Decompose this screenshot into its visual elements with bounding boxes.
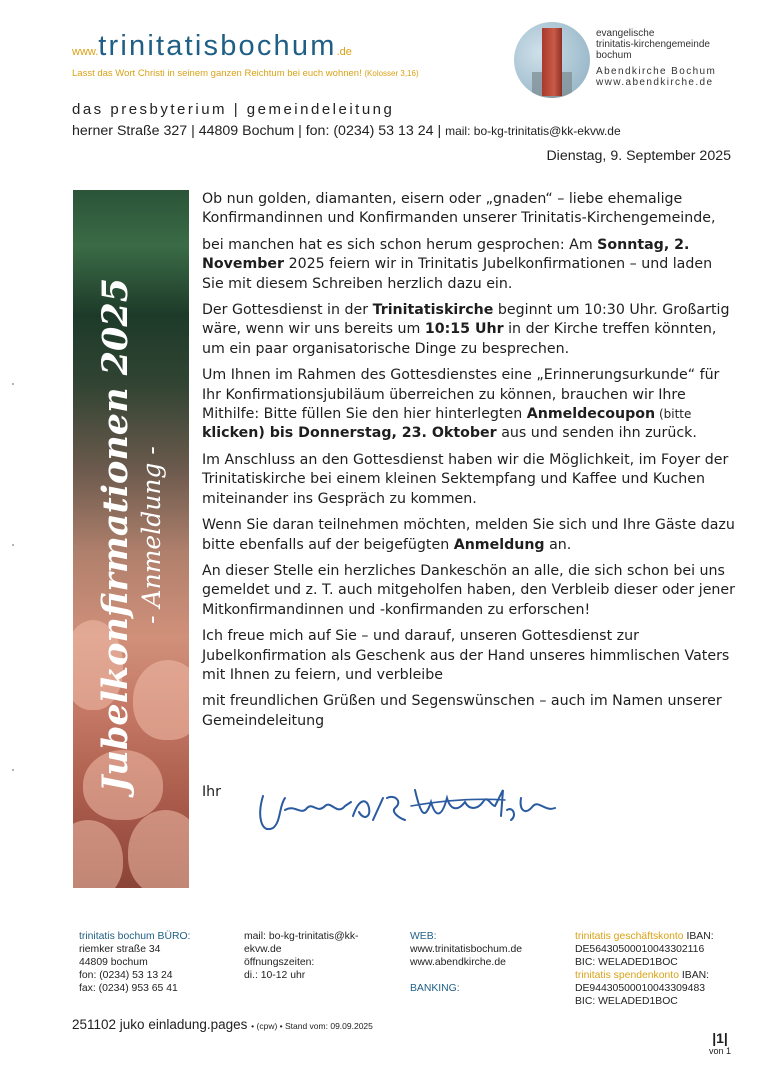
iban-label-2: IBAN: <box>678 970 710 981</box>
footer-hours: di.: 10-12 uhr <box>244 970 306 981</box>
banner-title <box>95 278 167 792</box>
banner-title-main: Jubelkonfirmationen 2025 <box>95 277 136 793</box>
motto <box>72 68 419 79</box>
page-of: von 1 <box>708 1046 732 1056</box>
footer-hours-label: öffnungszeiten: <box>244 957 315 968</box>
parish-line3: bochum <box>596 50 632 61</box>
account2-label <box>575 969 714 982</box>
footer-office-street: riemker straße 34 <box>79 944 161 955</box>
footer-office-phone: fon: (0234) 53 13 24 <box>79 970 173 981</box>
footer-mail[interactable]: mail: bo-kg-trinitatis@kk- <box>244 931 359 942</box>
abendkirche-name: Abendkirche Bochum <box>596 66 717 77</box>
margin-mark <box>12 383 14 385</box>
mail-address[interactable]: mail: bo-kg-trinitatis@kk-ekvw.de <box>445 124 621 138</box>
p4-text: Um Ihnen im Rahmen des Gottesdienstes eine „Erinnerungsurkunde“ für Ihr Konfirmationsjubiläum überreichen zu können, brauchen wir Ihre Mithilfe: Bitte füllen Sie den hier hinterlegten <box>202 367 720 423</box>
parish-line1: evangelische <box>596 28 655 39</box>
p4-bitte: (bitte <box>655 407 692 422</box>
closing-ihr: Ihr <box>202 784 222 800</box>
parish-block <box>596 28 716 88</box>
letter-body <box>202 190 737 738</box>
letter-date: Dienstag, 9. September 2025 <box>546 148 731 164</box>
footer-contact <box>244 930 358 982</box>
anmeldung-link[interactable]: Anmeldung <box>453 536 545 553</box>
signature <box>255 776 565 846</box>
account1-label <box>575 930 714 943</box>
footer-office-fax: fax: (0234) 953 65 41 <box>79 983 178 994</box>
page-number <box>700 1030 740 1056</box>
parish-line2: trinitatis-kirchengemeinde <box>596 39 710 50</box>
site-brand <box>72 30 352 63</box>
address-line <box>72 123 621 139</box>
margin-mark <box>12 769 14 771</box>
presbyterium-heading: das presbyterium | gemeindeleitung <box>72 101 395 118</box>
p4-deadline: klicken) bis Donnerstag, 23. Oktober <box>202 425 497 442</box>
paragraph-8: Ich freue mich auf Sie – und darauf, unseren Gottesdienst zur Jubelkonfirmation als Geschenk aus der Hand unseres himmlischen Vaters mit Ihnen zu feiern, und verbleibe <box>202 628 730 683</box>
p6-text-end: an. <box>544 536 572 553</box>
p2-text: bei manchen hat es sich schon herum gesprochen: Am <box>202 236 598 253</box>
iban-label-1: IBAN: <box>683 931 714 942</box>
p3-time: 10:15 Uhr <box>424 321 504 338</box>
footer-banking <box>575 930 714 1008</box>
account1-iban: DE56430500010043302116 <box>575 944 705 955</box>
anmeldecoupon-link[interactable]: Anmeldecoupon <box>526 406 656 423</box>
p2-date: Sonntag, 2. November <box>202 236 690 273</box>
motto-ref: (Kolosser 3,16) <box>364 69 419 78</box>
brand-tld: .de <box>336 46 352 58</box>
footer-banking-label: BANKING: <box>410 983 460 994</box>
petal <box>73 820 123 888</box>
p3-text-mid: beginnt um 10:30 Uhr. Großartig wäre, wenn wir uns bereits um <box>202 302 730 338</box>
p4-text-end: aus und senden ihn zurück. <box>496 425 697 442</box>
footer-web-url2[interactable]: www.abendkirche.de <box>410 957 506 968</box>
footer-office-city: 44809 bochum <box>79 957 148 968</box>
jubelkonfirmation-banner <box>73 190 189 888</box>
footer-web <box>410 930 522 995</box>
paragraph-9: mit freundlichen Grüßen und Segenswünschen – auch im Namen unserer Gemeindeleitung <box>202 693 722 729</box>
account2-name: trinitatis spendenkonto <box>575 970 679 981</box>
footer-web-url1[interactable]: www.trinitatisbochum.de <box>410 944 523 955</box>
p3-text: Der Gottesdienst in der <box>202 302 373 319</box>
postal-address: herner Straße 327 | 44809 Bochum | fon: (0234) 53 13 24 | <box>72 123 442 139</box>
p6-text: Wenn Sie daran teilnehmen möchten, melden Sie sich und Ihre Gäste dazu bitte ebenfalls auf der beigefügten <box>202 517 735 553</box>
paragraph-7: An dieser Stelle ein herzliches Dankeschön an alle, die sich schon bei uns gemeldet und z. T. auch mitgeholfen haben, den Verbleib dieser oder jener Mitkonfirmandinnen und -konfirmanden zu erforschen! <box>202 562 735 618</box>
page-num: |1| <box>712 1030 728 1046</box>
footer-office-label: trinitatis bochum BÜRO: <box>79 931 191 942</box>
account1-bic: BIC: WELADED1BOC <box>575 957 678 968</box>
footer-mail-cont[interactable]: ekvw.de <box>244 944 282 955</box>
margin-mark <box>12 544 14 546</box>
account2-iban: DE94430500010043309483 <box>575 983 706 994</box>
church-tower-logo <box>514 22 590 98</box>
motto-text: Lasst das Wort Christi in seinem ganzen Reichtum bei euch wohnen! <box>72 68 362 79</box>
brand-name: trinitatisbochum <box>98 30 337 62</box>
abendkirche-url[interactable]: www.abendkirche.de <box>596 77 714 88</box>
paragraph-1: Ob nun golden, diamanten, eisern oder „gnaden“ – liebe ehemalige Konfirmandinnen und Konfirmanden unserer Trinitatis-Kirchengemeinde, <box>202 191 716 227</box>
footer-web-label: WEB: <box>410 931 437 942</box>
account2-bic: BIC: WELADED1BOC <box>575 996 678 1007</box>
petal <box>128 810 189 888</box>
p2-text-end: 2025 feiern wir in Trinitatis Jubelkonfirmationen – und laden Sie mit diesem Schreiben herzlich dazu ein. <box>202 256 713 292</box>
footer-office <box>79 930 190 995</box>
brand-www: www. <box>72 46 99 58</box>
file-info <box>72 1017 373 1032</box>
p3-text-end: in der Kirche treffen könnten, um ein paar organisatorische Dinge zu besprechen. <box>202 321 717 357</box>
file-meta: • (cpw) • Stand vom: 09.09.2025 <box>251 1021 373 1031</box>
paragraph-6 <box>202 516 737 555</box>
paragraph-2 <box>202 236 737 294</box>
paragraph-3 <box>202 301 737 359</box>
banner-subtitle: - Anmeldung - <box>137 446 166 624</box>
footer-gap <box>410 969 522 982</box>
tower-icon <box>542 28 562 96</box>
paragraph-4 <box>202 366 737 444</box>
file-name: 251102 juko einladung.pages <box>72 1017 248 1032</box>
paragraph-5: Im Anschluss an den Gottesdienst haben wir die Möglichkeit, im Foyer der Trinitatiskirche bei einem kleinen Sektempfang und Kaffee und Kuchen miteinander ins Gespräch zu kommen. <box>202 451 729 507</box>
p3-church: Trinitatiskirche <box>372 302 494 319</box>
account1-name: trinitatis geschäftskonto <box>575 931 684 942</box>
